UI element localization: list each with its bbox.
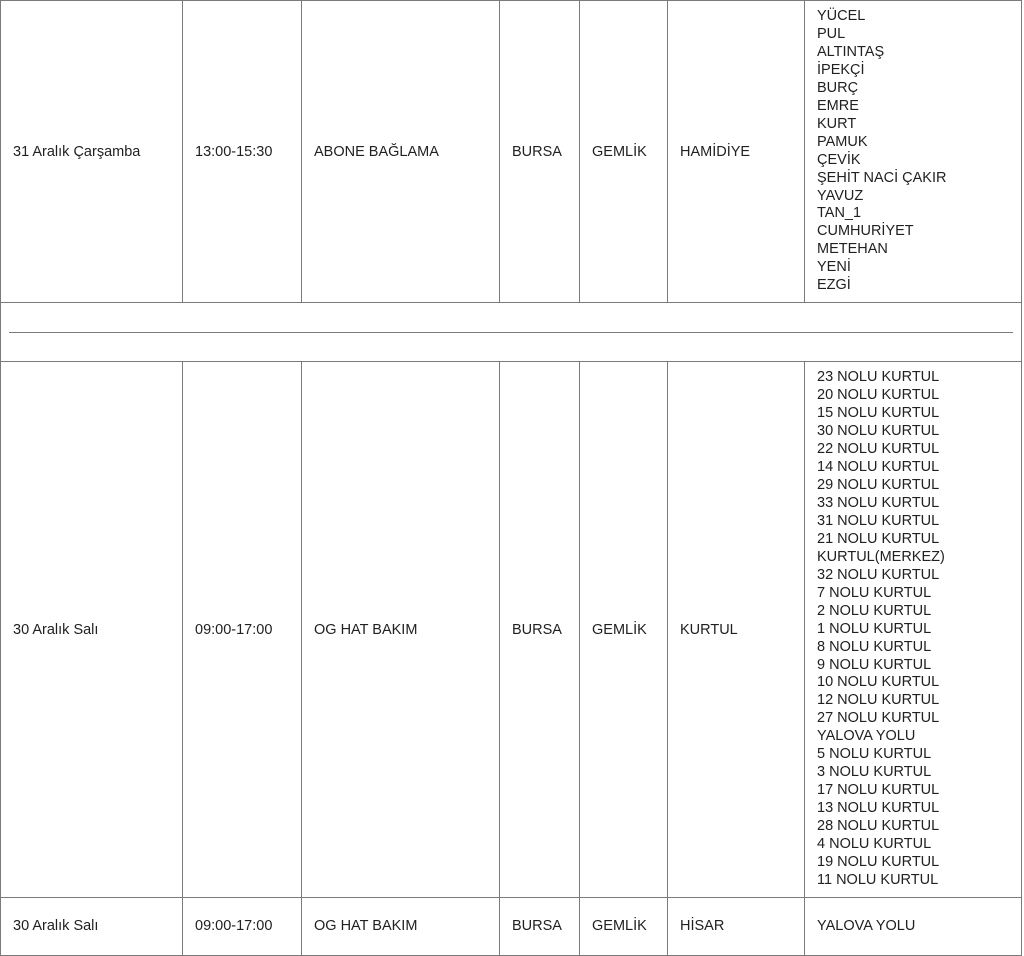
- table-row: [1, 362, 1022, 898]
- table-row: [1, 897, 1022, 955]
- neighborhood-cell: KURTUL: [668, 362, 805, 898]
- street-name: ÇEVİK: [817, 151, 861, 168]
- date-cell: 30 Aralık Salı: [1, 897, 183, 955]
- street-name: YALOVA YOLU: [817, 728, 916, 745]
- street-name: YÜCEL: [817, 8, 866, 24]
- street-name: PUL: [817, 25, 846, 42]
- street-name: EZGİ: [817, 277, 851, 294]
- street-name: 21 NOLU KURTUL: [817, 530, 940, 547]
- street-name: YALOVA YOLU: [817, 918, 916, 935]
- table-row: [1, 1, 1022, 303]
- street-name: EMRE: [817, 97, 859, 114]
- street-name: KURTUL(MERKEZ): [817, 548, 945, 565]
- street-name: 33 NOLU KURTUL: [817, 494, 940, 511]
- street-name: 2 NOLU KURTUL: [817, 602, 932, 619]
- street-name: YAVUZ: [817, 187, 864, 204]
- street-name: 28 NOLU KURTUL: [817, 818, 940, 835]
- street-name: 27 NOLU KURTUL: [817, 710, 940, 727]
- street-name: 7 NOLU KURTUL: [817, 584, 932, 601]
- street-name: 3 NOLU KURTUL: [817, 764, 932, 781]
- street-name: 9 NOLU KURTUL: [817, 656, 932, 673]
- street-name: 11 NOLU KURTUL: [817, 871, 939, 888]
- street-name: CUMHURİYET: [817, 223, 914, 240]
- street-name: 19 NOLU KURTUL: [817, 853, 940, 870]
- street-name: 20 NOLU KURTUL: [817, 387, 940, 404]
- neighborhood-cell: HAMİDİYE: [668, 1, 805, 303]
- street-name: ALTINTAŞ: [817, 43, 885, 60]
- street-name: 32 NOLU KURTUL: [817, 566, 940, 583]
- street-name: 17 NOLU KURTUL: [817, 782, 940, 799]
- street-name: 4 NOLU KURTUL: [817, 836, 932, 853]
- street-name: 29 NOLU KURTUL: [817, 476, 940, 493]
- street-name: 8 NOLU KURTUL: [817, 638, 932, 655]
- separator-row: [1, 303, 1022, 362]
- street-name: BURÇ: [817, 79, 859, 96]
- work-type-cell: ABONE BAĞLAMA: [302, 1, 500, 303]
- streets-cell: [805, 362, 1022, 898]
- street-name: 1 NOLU KURTUL: [817, 620, 932, 637]
- street-name: YENİ: [817, 259, 851, 276]
- date-cell: 30 Aralık Salı: [1, 362, 183, 898]
- work-type-cell: OG HAT BAKIM: [302, 362, 500, 898]
- city-cell: BURSA: [500, 1, 580, 303]
- street-name: 31 NOLU KURTUL: [817, 512, 940, 529]
- street-name: ŞEHİT NACİ ÇAKIR: [817, 169, 947, 186]
- street-name: 10 NOLU KURTUL: [817, 674, 940, 691]
- street-name: 22 NOLU KURTUL: [817, 441, 940, 458]
- streets-cell: [805, 897, 1022, 955]
- street-name: PAMUK: [817, 133, 868, 150]
- street-name: 12 NOLU KURTUL: [817, 692, 940, 709]
- neighborhood-cell: HİSAR: [668, 897, 805, 955]
- street-name: 15 NOLU KURTUL: [817, 405, 940, 422]
- city-cell: BURSA: [500, 897, 580, 955]
- street-name: 23 NOLU KURTUL: [817, 369, 940, 386]
- district-cell: GEMLİK: [580, 897, 668, 955]
- street-name: 5 NOLU KURTUL: [817, 746, 932, 763]
- street-name: İPEKÇİ: [817, 61, 865, 78]
- street-name: 30 NOLU KURTUL: [817, 423, 940, 440]
- street-name: 14 NOLU KURTUL: [817, 459, 940, 476]
- street-name: 13 NOLU KURTUL: [817, 800, 940, 817]
- district-cell: GEMLİK: [580, 362, 668, 898]
- horizontal-divider: [9, 332, 1013, 333]
- time-cell: 09:00-17:00: [183, 362, 302, 898]
- street-name: KURT: [817, 115, 857, 132]
- date-cell: 31 Aralık Çarşamba: [1, 1, 183, 303]
- street-name: TAN_1: [817, 205, 862, 222]
- district-cell: GEMLİK: [580, 1, 668, 303]
- time-cell: 09:00-17:00: [183, 897, 302, 955]
- city-cell: BURSA: [500, 362, 580, 898]
- work-type-cell: OG HAT BAKIM: [302, 897, 500, 955]
- streets-cell: [805, 1, 1022, 303]
- time-cell: 13:00-15:30: [183, 1, 302, 303]
- separator-cell: [1, 303, 1022, 362]
- street-name: METEHAN: [817, 241, 888, 258]
